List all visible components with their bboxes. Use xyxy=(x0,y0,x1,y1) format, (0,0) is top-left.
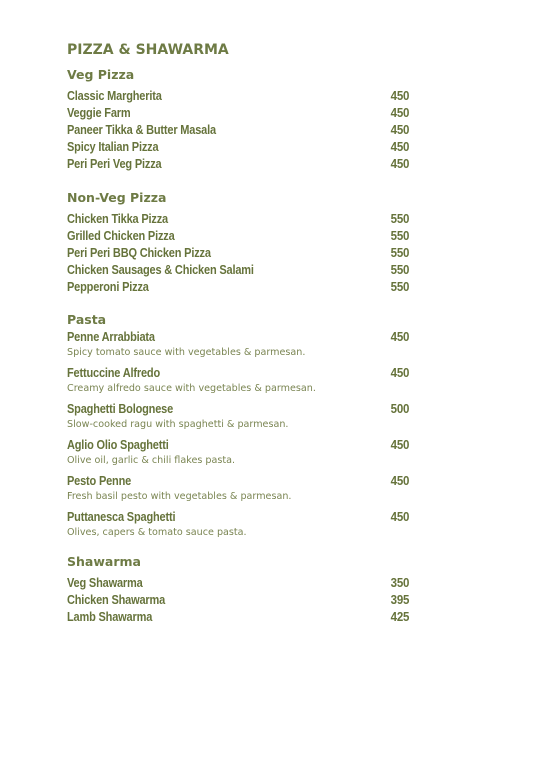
item-price: 550 xyxy=(390,229,409,243)
item-price: 350 xyxy=(390,576,409,590)
item-name: Paneer Tikka & Butter Masala xyxy=(67,123,216,137)
item-price: 450 xyxy=(390,510,409,524)
menu-item xyxy=(67,156,409,173)
menu-item xyxy=(67,365,409,382)
item-name: Peri Peri BBQ Chicken Pizza xyxy=(67,246,211,260)
item-name: Veg Shawarma xyxy=(67,576,143,590)
menu-item xyxy=(67,437,409,454)
item-name: Pesto Penne xyxy=(67,474,132,488)
section-title-nonveg-pizza: Non-Veg Pizza xyxy=(67,190,167,205)
item-price: 450 xyxy=(390,157,409,171)
item-description: Creamy alfredo sauce with vegetables & parmesan. xyxy=(67,383,316,394)
section-veg-pizza xyxy=(67,66,409,173)
menu-item xyxy=(67,122,409,139)
menu-item xyxy=(67,509,409,526)
item-name: Peri Peri Veg Pizza xyxy=(67,157,162,171)
menu-item xyxy=(67,228,409,245)
section-title-shawarma: Shawarma xyxy=(67,554,141,569)
item-price: 395 xyxy=(390,593,409,607)
item-price: 450 xyxy=(390,474,409,488)
menu-item xyxy=(67,211,409,228)
menu-page xyxy=(67,40,409,626)
item-price: 450 xyxy=(390,438,409,452)
section-title-pasta: Pasta xyxy=(67,312,107,327)
item-name: Pepperoni Pizza xyxy=(67,280,149,294)
item-price: 550 xyxy=(390,246,409,260)
item-price: 550 xyxy=(390,212,409,226)
section-nonveg-pizza xyxy=(67,189,409,296)
section-pasta xyxy=(67,311,409,539)
item-name: Classic Margherita xyxy=(67,89,162,103)
menu-item xyxy=(67,105,409,122)
menu-title: PIZZA & SHAWARMA xyxy=(67,42,229,58)
item-name: Aglio Olio Spaghetti xyxy=(67,438,169,452)
menu-item xyxy=(67,245,409,262)
item-description: Olives, capers & tomato sauce pasta. xyxy=(67,527,247,538)
item-price: 450 xyxy=(390,140,409,154)
item-name: Fettuccine Alfredo xyxy=(67,366,160,380)
item-name: Puttanesca Spaghetti xyxy=(67,510,176,524)
item-price: 450 xyxy=(390,89,409,103)
item-name: Chicken Tikka Pizza xyxy=(67,212,169,226)
item-name: Chicken Sausages & Chicken Salami xyxy=(67,263,254,277)
section-shawarma xyxy=(67,553,409,626)
section-title-veg-pizza: Veg Pizza xyxy=(67,67,135,82)
item-description: Spicy tomato sauce with vegetables & parmesan. xyxy=(67,347,306,358)
item-price: 450 xyxy=(390,106,409,120)
menu-item xyxy=(67,592,409,609)
menu-item xyxy=(67,262,409,279)
menu-item xyxy=(67,401,409,418)
item-price: 450 xyxy=(390,123,409,137)
item-price: 450 xyxy=(390,366,409,380)
item-price: 550 xyxy=(390,263,409,277)
item-description: Olive oil, garlic & chili flakes pasta. xyxy=(67,455,236,466)
item-name: Lamb Shawarma xyxy=(67,610,153,624)
item-price: 450 xyxy=(390,330,409,344)
item-description: Slow-cooked ragu with spaghetti & parmesan. xyxy=(67,419,289,430)
menu-item xyxy=(67,279,409,296)
item-description: Fresh basil pesto with vegetables & parmesan. xyxy=(67,491,292,502)
item-name: Veggie Farm xyxy=(67,106,131,120)
item-name: Spaghetti Bolognese xyxy=(67,402,174,416)
menu-item xyxy=(67,609,409,626)
item-name: Spicy Italian Pizza xyxy=(67,140,159,154)
item-price: 425 xyxy=(390,610,409,624)
menu-item xyxy=(67,575,409,592)
menu-item xyxy=(67,329,409,346)
item-price: 500 xyxy=(390,402,409,416)
item-name: Grilled Chicken Pizza xyxy=(67,229,175,243)
item-name: Chicken Shawarma xyxy=(67,593,166,607)
item-name: Penne Arrabbiata xyxy=(67,330,155,344)
item-price: 550 xyxy=(390,280,409,294)
menu-item xyxy=(67,88,409,105)
menu-item xyxy=(67,139,409,156)
menu-item xyxy=(67,473,409,490)
